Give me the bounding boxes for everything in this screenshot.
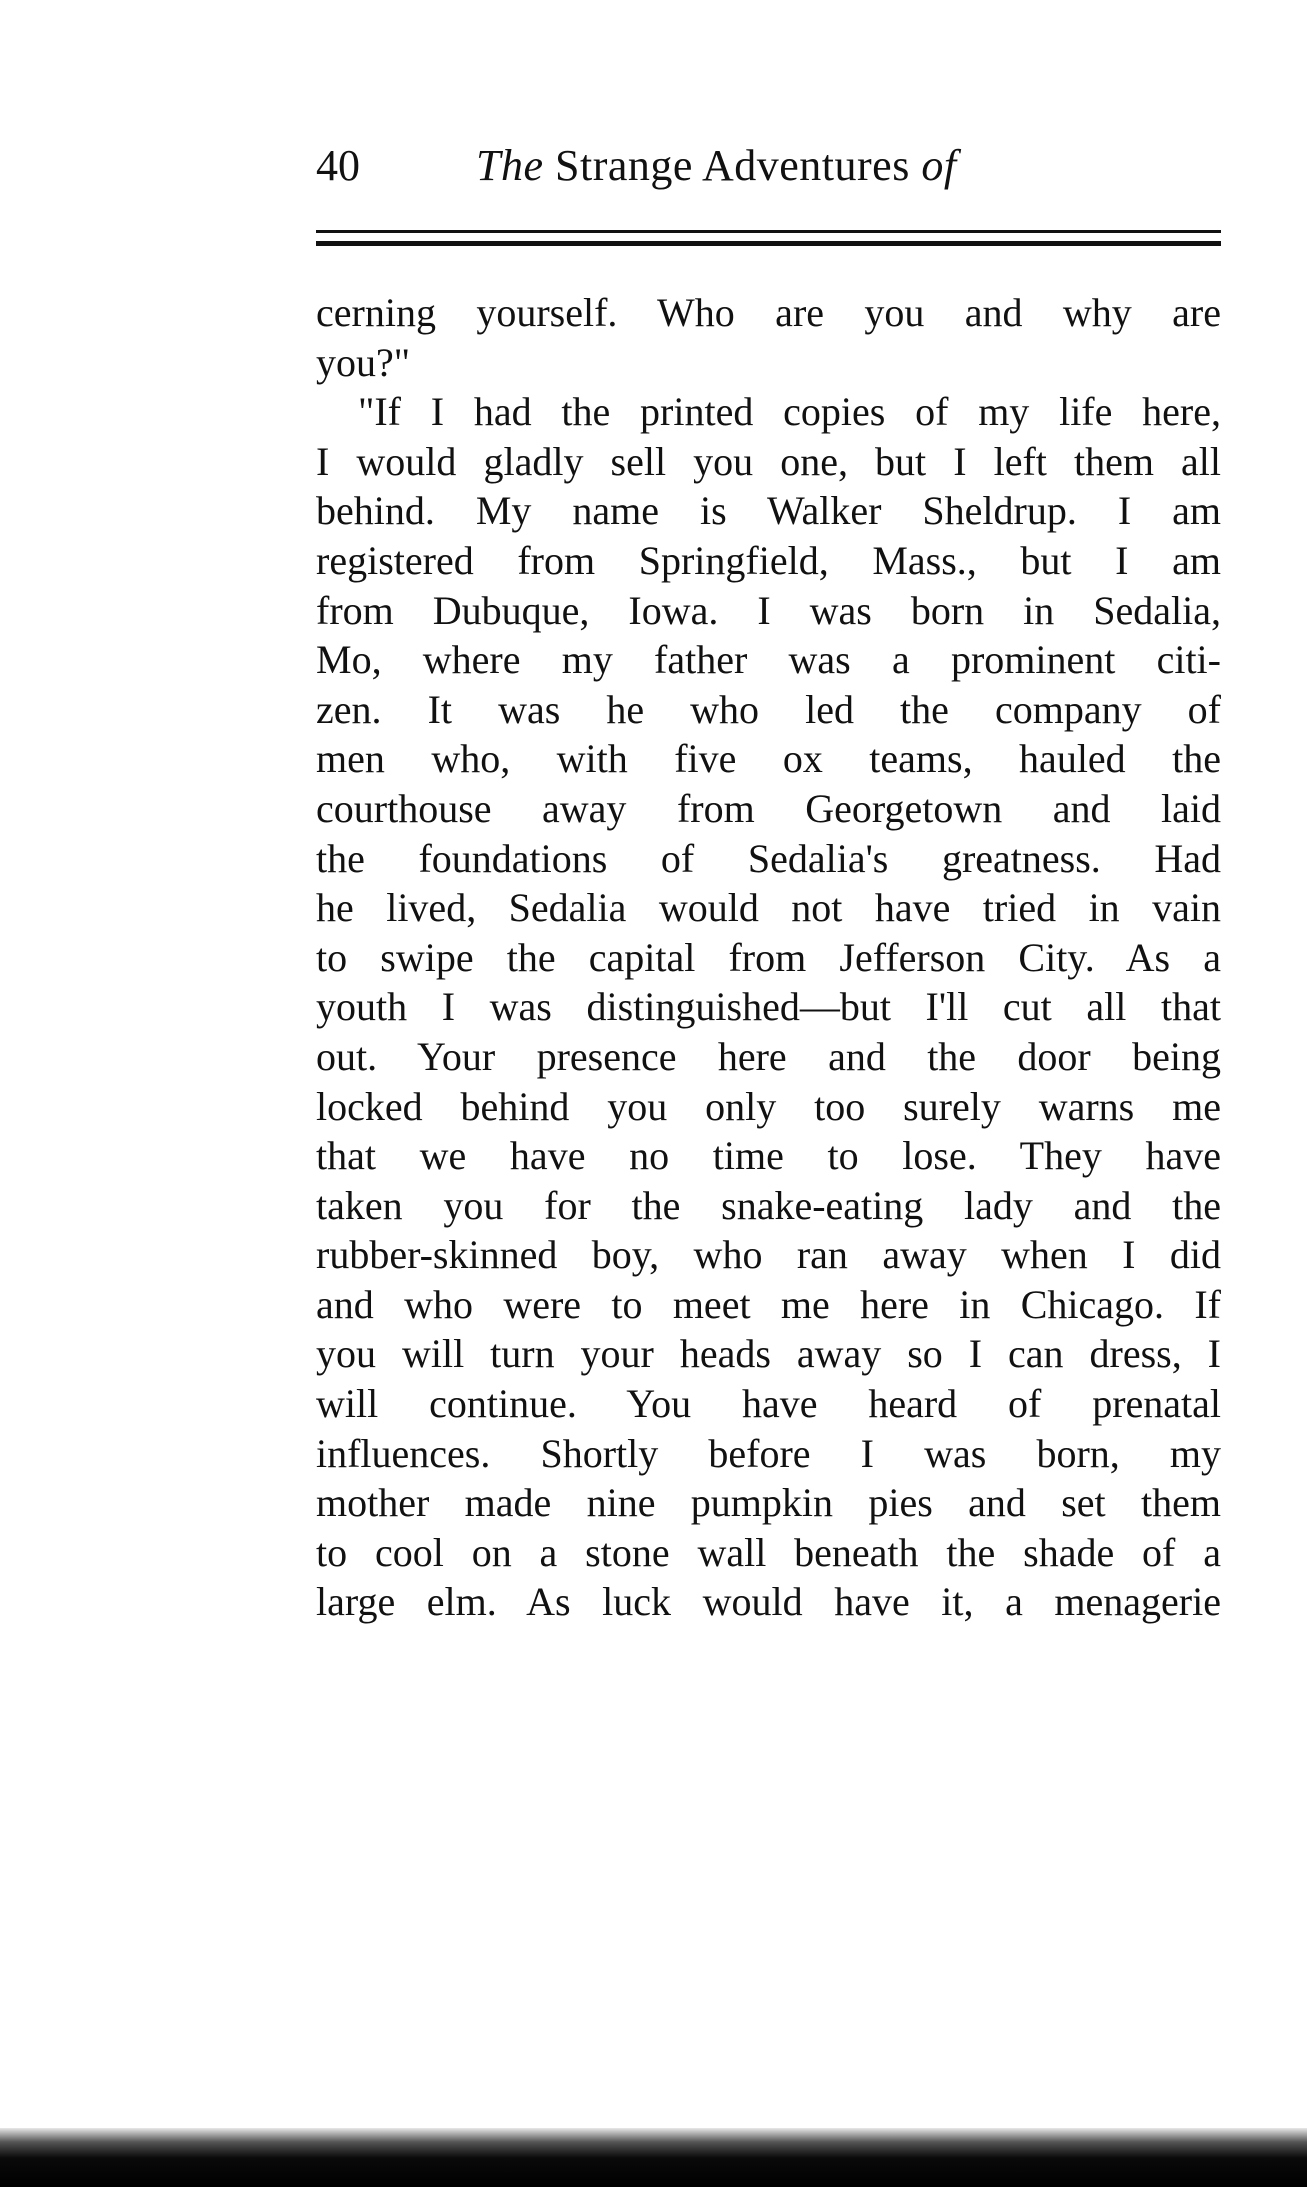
text-line: taken you for the snake-eating lady and the [316, 1182, 1221, 1228]
text-line: the foundations of Sedalia's greatness. Had [316, 835, 1221, 881]
text-line: you?" [316, 339, 411, 385]
text-line: out. Your presence here and the door being [316, 1033, 1221, 1079]
page-number: 40 [316, 141, 360, 190]
text-line: Mo, where my father was a prominent citi- [316, 637, 1221, 683]
text-line: "If I had the printed copies of my life here, [358, 389, 1221, 435]
text-line: registered from Springfield, Mass., but I am [316, 537, 1221, 583]
text-line: to swipe the capital from Jefferson City. As a [316, 934, 1221, 980]
text-line: mother made nine pumpkin pies and set them [316, 1480, 1221, 1526]
text-line: you will turn your heads away so I can dress, I [316, 1331, 1221, 1377]
text-line: locked behind you only too surely warns me [316, 1083, 1221, 1129]
text-line: I would gladly sell you one, but I left them all [316, 438, 1221, 484]
running-header [316, 136, 1221, 196]
body-text [316, 288, 1221, 1627]
scan-bottom-edge [0, 2128, 1307, 2187]
text-line: will continue. You have heard of prenatal [316, 1381, 1221, 1427]
text-line: from Dubuque, Iowa. I was born in Sedalia, [316, 587, 1221, 633]
running-title-of: of [921, 141, 957, 190]
text-line: zen. It was he who led the company of [316, 686, 1221, 732]
text-line: men who, with five ox teams, hauled the [316, 736, 1221, 782]
text-line: behind. My name is Walker Sheldrup. I am [316, 488, 1221, 534]
running-title [476, 136, 957, 196]
text-line: rubber-skinned boy, who ran away when I did [316, 1232, 1221, 1278]
text-line: influences. Shortly before I was born, my [316, 1430, 1221, 1476]
running-title-the: The [476, 141, 544, 190]
header-rule-thin [316, 230, 1221, 233]
text-line: courthouse away from Georgetown and laid [316, 785, 1221, 831]
text-line: that we have no time to lose. They have [316, 1133, 1221, 1179]
text-line: and who were to meet me here in Chicago. If [316, 1281, 1221, 1327]
header-rule-thick [316, 241, 1221, 246]
text-line: cerning yourself. Who are you and why are [316, 290, 1221, 335]
text-line: to cool on a stone wall beneath the shade of a [316, 1529, 1221, 1575]
text-line: youth I was distinguished—but I'll cut all that [316, 984, 1221, 1030]
running-title-main: Strange Adventures [555, 141, 910, 190]
text-line: he lived, Sedalia would not have tried in vain [316, 885, 1221, 931]
text-line: large elm. As luck would have it, a menagerie [316, 1579, 1221, 1625]
